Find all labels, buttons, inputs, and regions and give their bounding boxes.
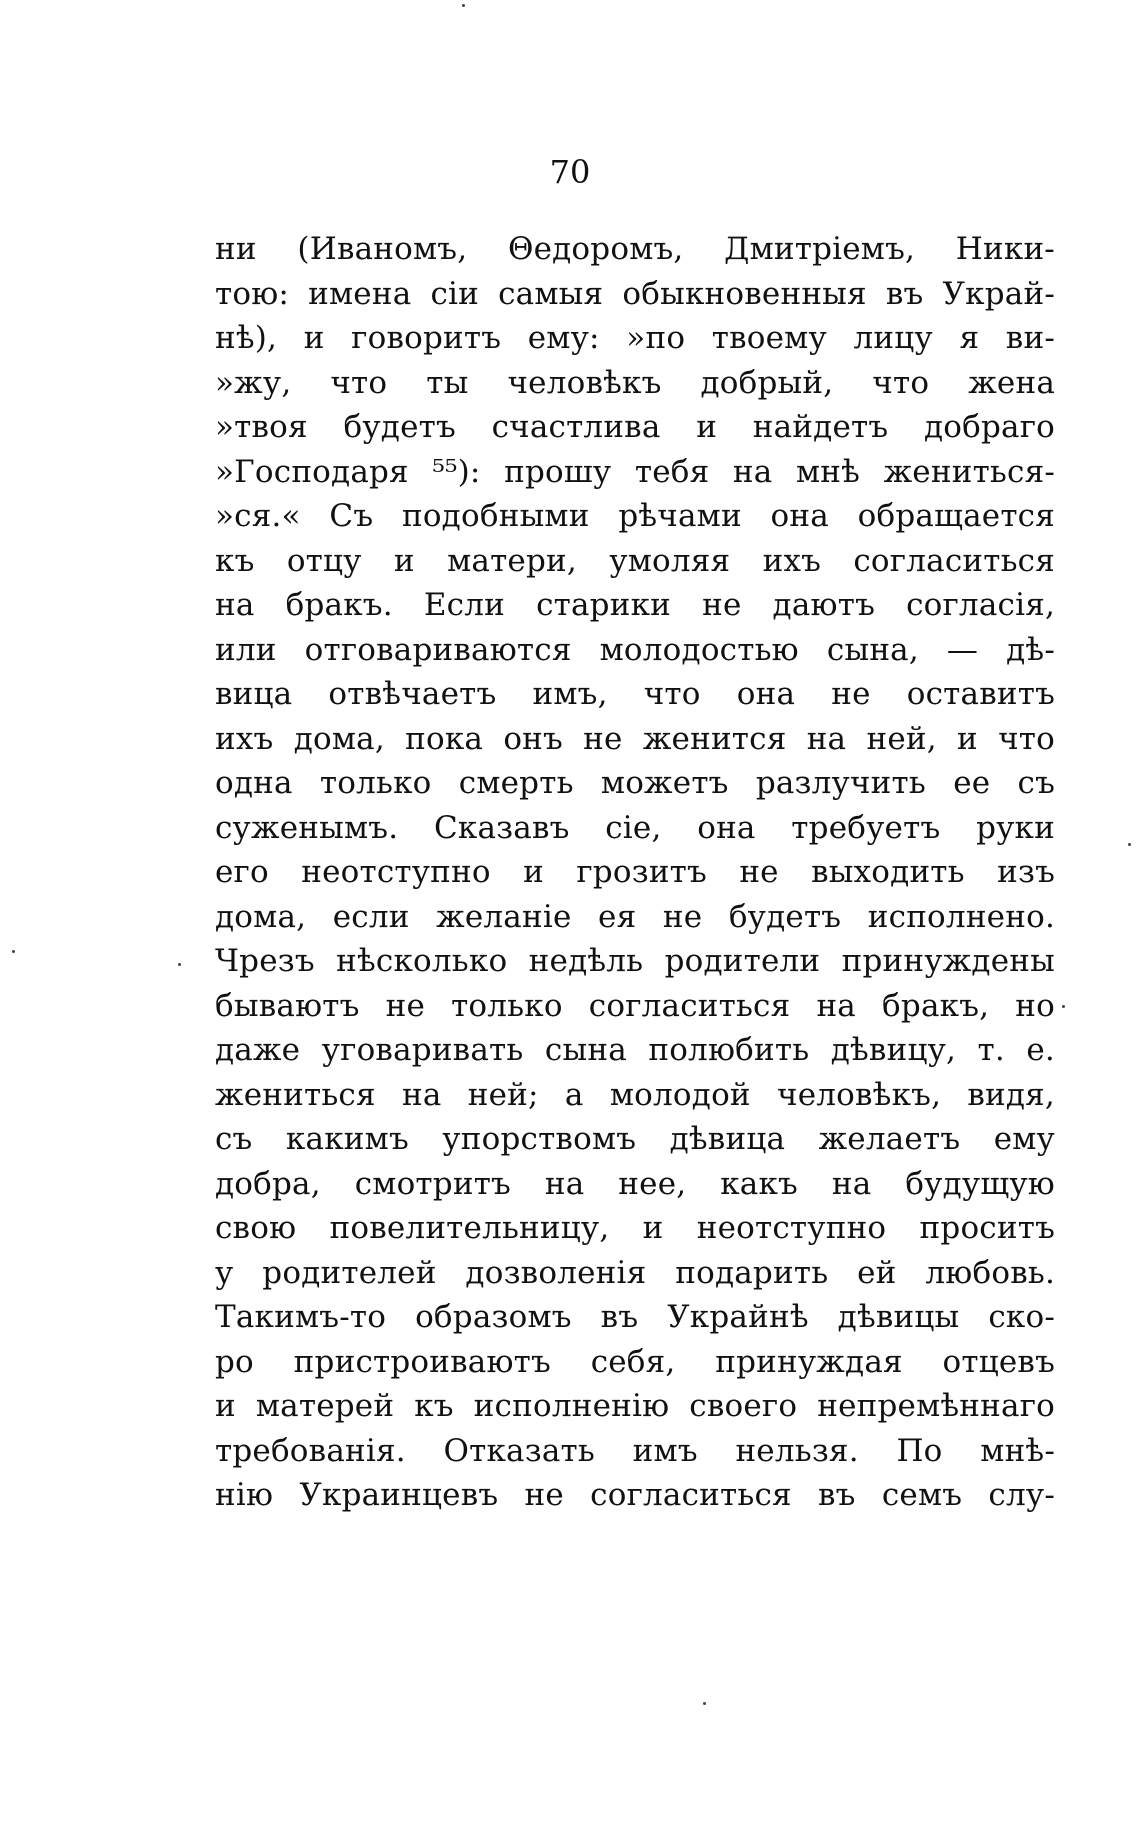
text-line: у родителей дозволенія подарить ей любовь. (215, 1254, 1055, 1291)
text-line: »твоя будетъ счастлива и найдетъ добраго (215, 409, 1055, 445)
text-line: жениться на ней; а молодой человѣкъ, видя, (215, 1076, 1055, 1113)
text-line: даже уговаривать сына полюбить дѣвицу, т. е. (215, 1032, 1055, 1068)
text-line: ихъ дома, пока онъ не женится на ней, и что (215, 720, 1055, 757)
text-line: суженымъ. Сказавъ сіе, она требуетъ руки (215, 809, 1055, 846)
text-line: тою: имена сіи самыя обыкновенныя въ Украй- (215, 275, 1055, 312)
text-line: Чрезъ нѣсколько недѣль родители принуждены (215, 943, 1055, 979)
text-line: »жу, что ты человѣкъ добрый, что жена (215, 364, 1055, 401)
text-line: его неотступно и грозитъ не выходить изъ (215, 854, 1055, 890)
text-line: дома, если желаніе ея не будетъ исполнено. (215, 898, 1055, 935)
text-line: одна только смерть можетъ разлучить ее съ (215, 765, 1055, 801)
scan-speck (462, 4, 465, 7)
body-text (215, 227, 1055, 1518)
scan-speck (1062, 1005, 1065, 1008)
text-line: добра, смотритъ на нее, какъ на будущую (215, 1165, 1055, 1202)
text-line: съ какимъ упорствомъ дѣвица желаетъ ему (215, 1121, 1055, 1157)
scan-speck (1128, 843, 1131, 846)
text-line: къ отцу и матери, умоляя ихъ согласиться (215, 542, 1055, 579)
scan-speck (703, 1702, 706, 1705)
text-line: »ся.« Съ подобными рѣчами она обращается (215, 498, 1055, 534)
scan-speck (178, 963, 181, 966)
text-line: ро пристроиваютъ себя, принуждая отцевъ (215, 1343, 1055, 1380)
scan-speck (12, 950, 15, 953)
text-line: и матерей къ исполненію своего непремѣннаго (215, 1388, 1055, 1424)
text-line: »Господаря ⁵⁵): прошу тебя на мнѣ жениться- (215, 453, 1055, 490)
text-line: бываютъ не только согласиться на бракъ, но (215, 987, 1055, 1024)
text-line: свою повелительницу, и неотступно проситъ (215, 1210, 1055, 1246)
page-number: 70 (549, 153, 591, 191)
text-line: Такимъ-то образомъ въ Украйнѣ дѣвицы ско- (215, 1299, 1055, 1335)
text-line: нію Украинцевъ не согласиться въ семъ слу- (215, 1477, 1055, 1513)
text-line: нѣ), и говоритъ ему: »по твоему лицу я ви- (215, 320, 1055, 356)
text-line: на бракъ. Если старики не даютъ согласія, (215, 587, 1055, 623)
text-line: или отговариваются молодостью сына, — дѣ- (215, 631, 1055, 668)
text-line: требованія. Отказать имъ нельзя. По мнѣ- (215, 1432, 1055, 1469)
text-line: ни (Иваномъ, Θедоромъ, Дмитріемъ, Ники- (215, 231, 1055, 267)
text-line: вица отвѣчаетъ имъ, что она не оставитъ (215, 676, 1055, 712)
